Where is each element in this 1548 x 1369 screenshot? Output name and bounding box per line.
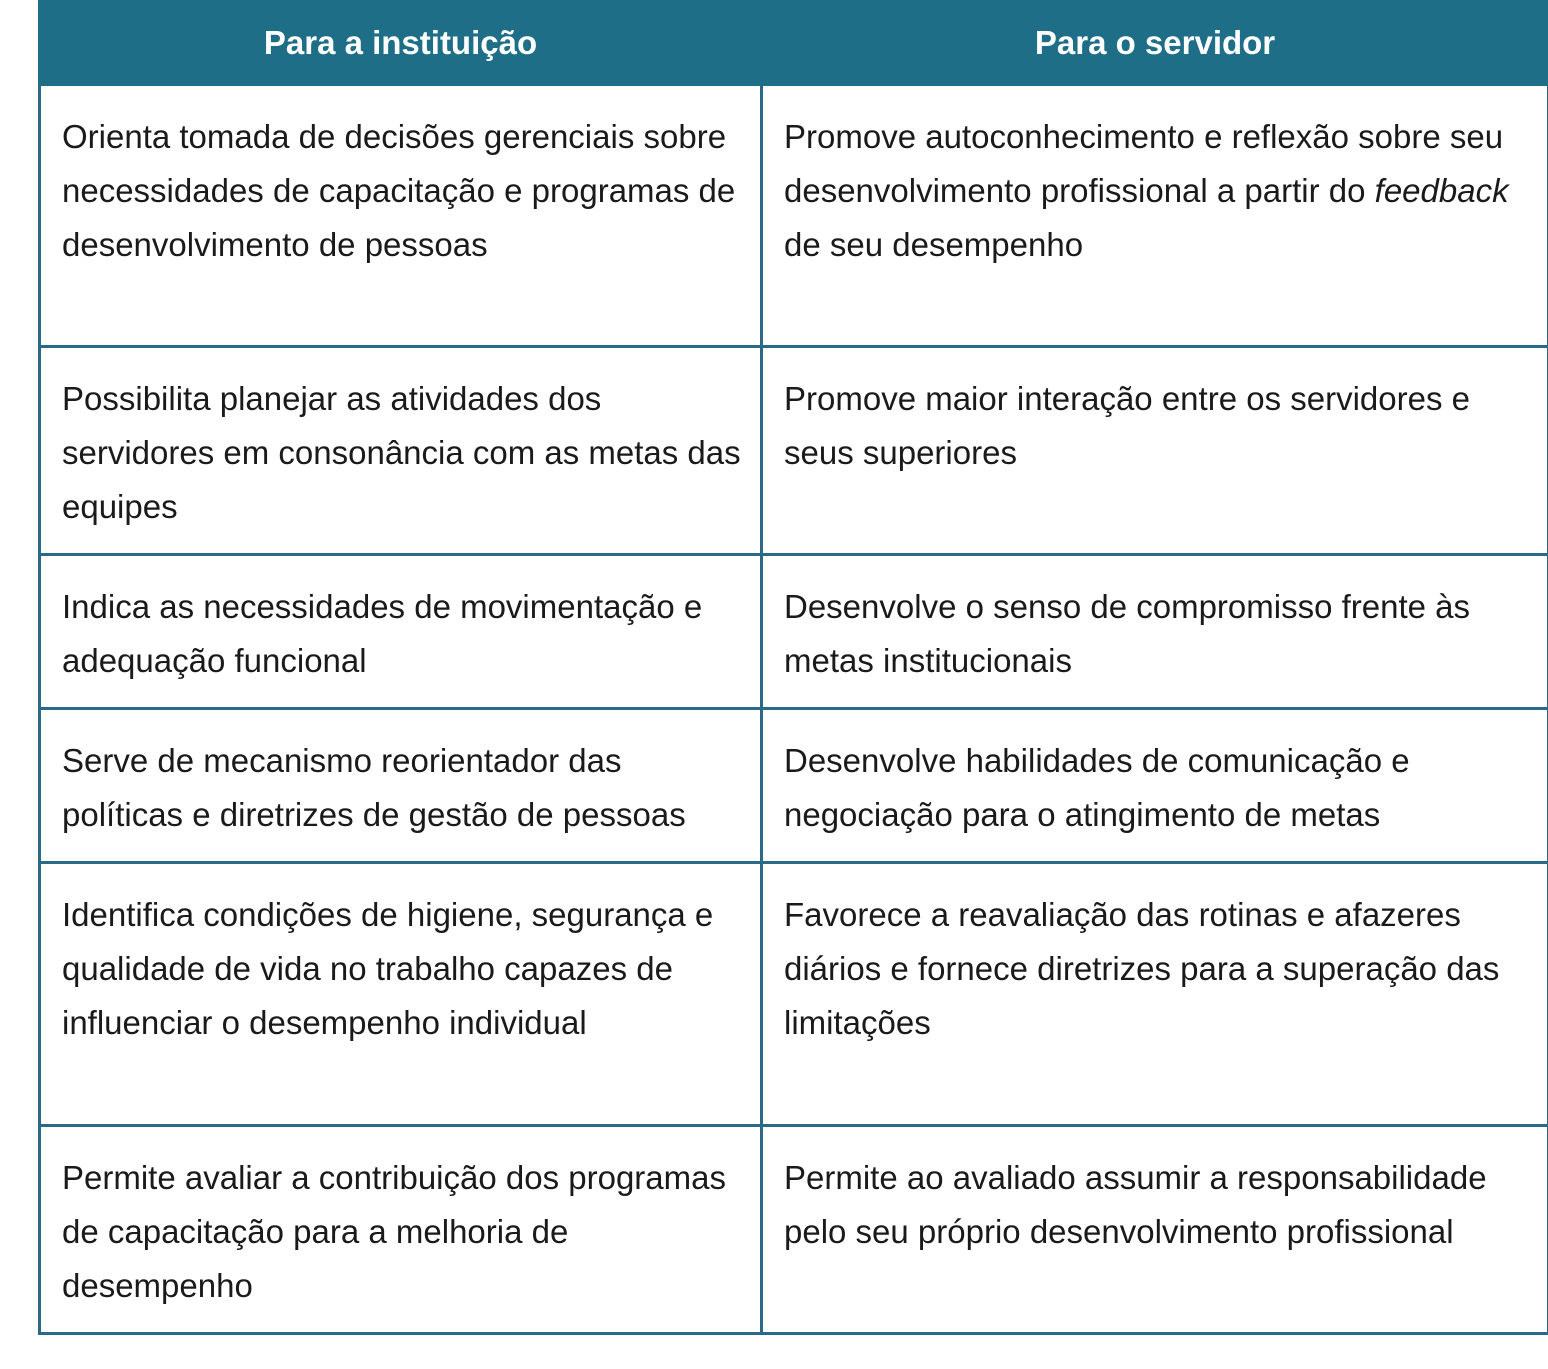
header-servant: Para o servidor bbox=[762, 2, 1548, 85]
benefits-table bbox=[38, 0, 1548, 1335]
benefits-table-container bbox=[38, 0, 1547, 1335]
servant-cell: Desenvolve habilidades de comunicação e negociação para o atingimento de metas bbox=[762, 709, 1548, 863]
servant-cell bbox=[762, 85, 1548, 347]
table-row bbox=[40, 347, 1548, 555]
header-institution: Para a instituição bbox=[40, 2, 762, 85]
institution-cell: Orienta tomada de decisões gerenciais sobre necessidades de capacitação e programas de desenvolvimento de pessoas bbox=[40, 85, 762, 347]
table-header-row bbox=[40, 2, 1548, 85]
servant-cell: Desenvolve o senso de compromisso frente às metas institucionais bbox=[762, 555, 1548, 709]
servant-cell-italic-text: feedback bbox=[1374, 172, 1509, 209]
table-row bbox=[40, 709, 1548, 863]
table-row bbox=[40, 555, 1548, 709]
servant-cell: Favorece a reavaliação das rotinas e afazeres diários e fornece diretrizes para a superação das limitações bbox=[762, 863, 1548, 1126]
servant-cell-text: Promove autoconhecimento e reflexão sobre seu desenvolvimento profissional a partir do bbox=[784, 118, 1504, 209]
table-row bbox=[40, 1126, 1548, 1334]
institution-cell: Indica as necessidades de movimentação e adequação funcional bbox=[40, 555, 762, 709]
table-row bbox=[40, 85, 1548, 347]
table-row bbox=[40, 863, 1548, 1126]
servant-cell: Permite ao avaliado assumir a responsabilidade pelo seu próprio desenvolvimento profissional bbox=[762, 1126, 1548, 1334]
servant-cell: Promove maior interação entre os servidores e seus superiores bbox=[762, 347, 1548, 555]
institution-cell: Possibilita planejar as atividades dos servidores em consonância com as metas das equipes bbox=[40, 347, 762, 555]
institution-cell: Permite avaliar a contribuição dos programas de capacitação para a melhoria de desempenho bbox=[40, 1126, 762, 1334]
institution-cell: Identifica condições de higiene, segurança e qualidade de vida no trabalho capazes de influenciar o desempenho individual bbox=[40, 863, 762, 1126]
servant-cell-text: de seu desempenho bbox=[784, 226, 1084, 263]
institution-cell: Serve de mecanismo reorientador das políticas e diretrizes de gestão de pessoas bbox=[40, 709, 762, 863]
